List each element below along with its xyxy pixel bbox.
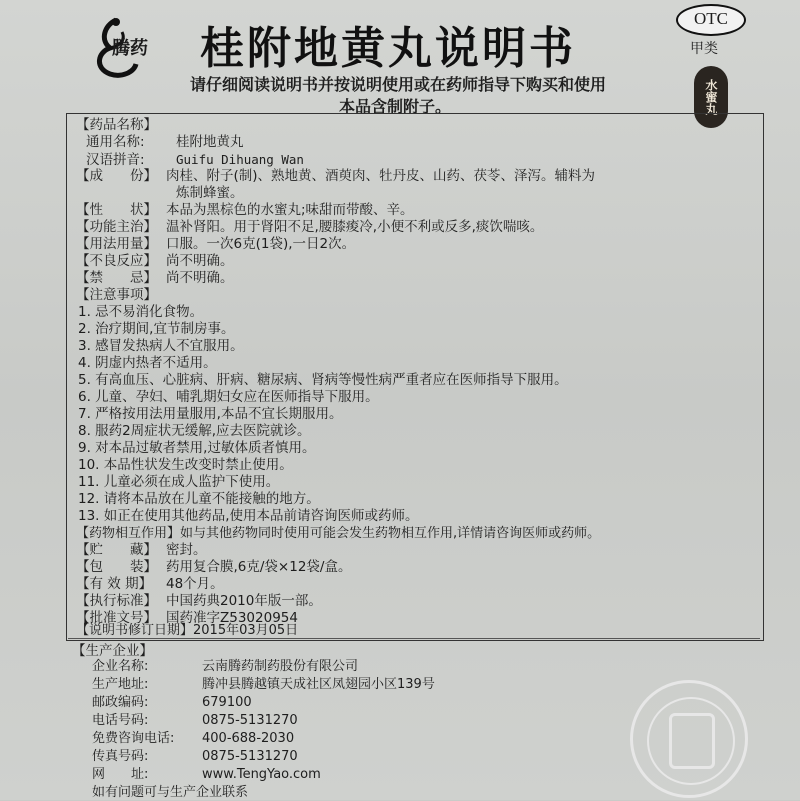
validity-row: 【有 效 期】 48个月。 [76,576,224,592]
ingredients-row: 【成 份】 肉桂、附子(制)、熟地黄、酒萸肉、牡丹皮、山药、茯苓、泽泻。辅料为 [76,168,596,184]
precaution-item: 12. 请将本品放在儿童不能接触的地方。 [78,491,320,507]
precaution-item: 5. 有高血压、心脏病、肝病、糖尿病、肾病等慢性病严重者应在医师指导下服用。 [78,372,568,388]
subtitle-instruction: 请仔细阅读说明书并按说明使用或在药师指导下购买和使用 [190,75,607,94]
precaution-item: 11. 儿童必须在成人监护下使用。 [78,474,280,490]
dosage-form-badge: 水蜜丸 [694,66,728,128]
precaution-item: 13. 如正在使用其他药品,使用本品前请咨询医师或药师。 [78,508,419,524]
hotline-row: 免费咨询电话: 400-688-2030 [92,731,295,746]
logo-text: 腾药 [112,38,148,59]
precaution-item: 1. 忌不易消化食物。 [78,304,204,320]
website-label: 网 址: [92,767,149,782]
company-seal-icon [630,680,748,798]
character-row: 【性 状】 本品为黑棕色的水蜜丸;味甜而带酸、辛。 [76,202,414,218]
precaution-item: 6. 儿童、孕妇、哺乳期妇女应在医师指导下服用。 [78,389,379,405]
storage-row: 【贮 藏】 密封。 [76,542,207,558]
precaution-item: 4. 阴虚内热者不适用。 [78,355,217,371]
usage-row: 【用法用量】 口服。一次6克(1袋),一日2次。 [76,236,356,252]
precaution-item: 3. 感冒发热病人不宜服用。 [78,338,244,354]
precaution-item: 8. 服药2周症状无缓解,应去医院就诊。 [78,423,311,439]
website-link[interactable]: www.TengYao.com [202,767,321,782]
otc-class: 甲类 [690,41,718,57]
contraindication-row: 【禁 忌】 尚不明确。 [76,270,234,286]
precaution-item: 9. 对本品过敏者禁用,过敏体质者慎用。 [78,440,316,456]
precaution-item: 2. 治疗期间,宜节制房事。 [78,321,235,337]
common-name-row: 通用名称: 桂附地黄丸 [86,134,244,150]
website-row [92,767,321,783]
contact-note: 如有问题可与生产企业联系 [92,785,249,800]
adverse-row: 【不良反应】 尚不明确。 [76,253,234,269]
pinyin-row: 汉语拼音: Guifu Dihuang Wan [86,152,304,168]
otc-badge: OTC [676,4,746,36]
precaution-item: 7. 严格按用法用量服用,本品不宜长期服用。 [78,406,343,422]
subtitle-warning: 本品含制附子。 [339,97,452,116]
precautions-heading: 【注意事项】 [76,287,157,303]
interaction-row: 【药物相互作用】如与其他药物同时使用可能会发生药物相互作用,详情请咨询医师或药师。 [76,526,601,541]
seal-mark [669,713,715,769]
precaution-item: 10. 本品性状发生改变时禁止使用。 [78,457,293,473]
divider [68,638,760,639]
standard-row: 【执行标准】 中国药典2010年版一部。 [76,593,322,609]
revision-row: 【说明书修订日期】2015年03月05日 [76,623,299,638]
package-row: 【包 装】 药用复合膜,6克/袋×12袋/盒。 [76,559,352,575]
page-title: 桂附地黄丸说明书 [200,23,576,74]
fax-row: 传真号码: 0875-5131270 [92,749,298,764]
indication-row: 【功能主治】 温补肾阳。用于肾阳不足,腰膝痠冷,小便不利或反多,痰饮喘咳。 [76,219,544,235]
ingredients-row-2: 炼制蜂蜜。 [176,185,244,201]
company-name-row: 企业名称: 云南腾药制药股份有限公司 [92,659,359,674]
company-address-row: 生产地址: 腾冲县腾越镇天成社区凤翅园小区139号 [92,677,435,692]
approval-row: 【批准文号】 国药准字Z53020954 [76,610,298,626]
manufacturer-heading: 【生产企业】 [72,643,153,659]
postcode-row: 邮政编码: 679100 [92,695,252,710]
drug-name-heading: 【药品名称】 [76,117,157,133]
phone-row: 电话号码: 0875-5131270 [92,713,298,728]
